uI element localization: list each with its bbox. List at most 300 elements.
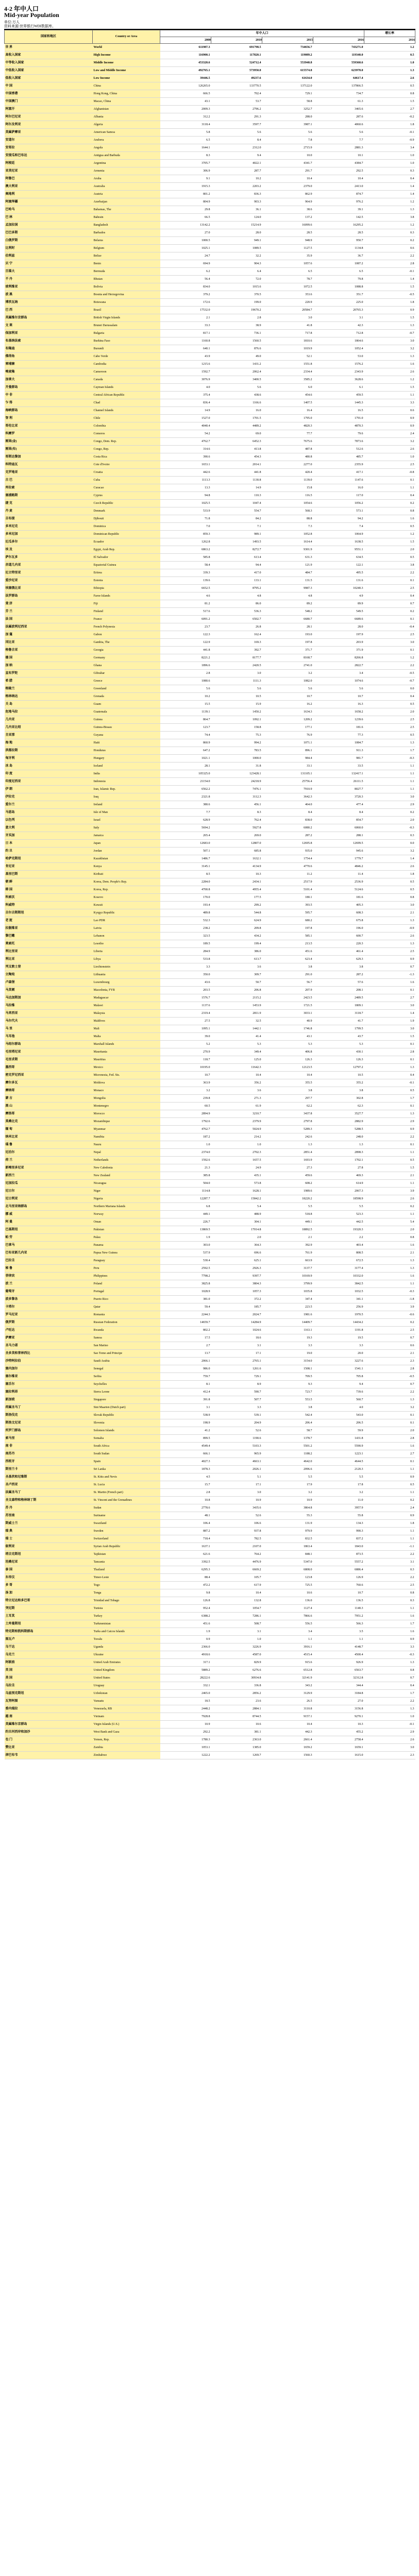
table-row xyxy=(5,1033,415,1041)
cell-population-value: 4476.9 xyxy=(211,1558,262,1566)
table-row xyxy=(5,507,415,515)
cell-country-en: Romania xyxy=(93,1311,160,1319)
cell-growth-rate: 1.5 xyxy=(364,1164,415,1172)
cell-population-value: 2.8 xyxy=(211,314,262,322)
cell-growth-rate: -1.3 xyxy=(364,971,415,979)
cell-growth-rate: 2.2 xyxy=(364,569,415,577)
table-row xyxy=(5,1388,415,1396)
cell-population-value: 189.5 xyxy=(160,940,211,948)
cell-growth-rate: 0.1 xyxy=(364,1103,415,1110)
cell-population-value: 50.7 xyxy=(211,979,262,987)
cell-population-value: 4.8 xyxy=(211,592,262,600)
cell-population-value: 20.0 xyxy=(313,1350,364,1358)
cell-growth-rate: -0.7 xyxy=(364,677,415,685)
cell-population-value: 10.9 xyxy=(160,1721,211,1728)
cell-population-value: 206.5 xyxy=(313,1419,364,1427)
cell-country-cn: 莱索托 xyxy=(5,940,93,948)
cell-country-cn: 刚果(布) xyxy=(5,446,93,453)
cell-country-en: Germany xyxy=(93,654,160,662)
cell-country-en: Portugal xyxy=(93,1288,160,1296)
cell-population-value: 3392.5 xyxy=(160,1558,211,1566)
cell-population-value: 3.0 xyxy=(262,314,313,322)
cell-country-en: Nauru xyxy=(93,1141,160,1149)
cell-population-value: 10.4 xyxy=(262,1721,313,1728)
cell-population-value: 1653.1 xyxy=(160,461,211,469)
cell-growth-rate: 0.7 xyxy=(364,963,415,971)
cell-population-value: 48.1 xyxy=(160,1512,211,1520)
cell-population-value: 32312.8 xyxy=(313,1674,364,1682)
cell-country-en: Low and Middle Income xyxy=(93,67,160,75)
col-header-country-en: Country or Area xyxy=(93,30,160,44)
cell-growth-rate: 1.3 xyxy=(364,1659,415,1667)
cell-population-value: 434.2 xyxy=(211,933,262,940)
cell-population-value: 133.1 xyxy=(211,577,262,585)
cell-population-value: 390.6 xyxy=(160,453,211,461)
table-row xyxy=(5,855,415,863)
cell-population-value: 459.6 xyxy=(262,1172,313,1180)
cell-country-en: Equatorial Guinea xyxy=(93,562,160,569)
cell-population-value: 5.5 xyxy=(313,1473,364,1481)
cell-country-en: Belarus xyxy=(93,237,160,245)
cell-population-value: 848.1 xyxy=(262,1551,313,1558)
cell-population-value: 4.8 xyxy=(262,592,313,600)
table-row xyxy=(5,1118,415,1126)
cell-population-value: 7951.2 xyxy=(313,1613,364,1620)
cell-population-value: 336.8 xyxy=(211,1682,262,1690)
cell-population-value: 43.1 xyxy=(262,1033,313,1041)
cell-country-cn: 圣基茨和尼维斯 xyxy=(5,1473,93,1481)
cell-population-value: 4489.2 xyxy=(211,422,262,430)
cell-country-cn: 阿富汗 xyxy=(5,106,93,113)
cell-growth-rate: 2.5 xyxy=(364,461,415,469)
cell-population-value: 1113.3 xyxy=(160,477,211,484)
cell-population-value: 3.2 xyxy=(313,1489,364,1497)
cell-population-value: 438.6 xyxy=(211,392,262,399)
cell-country-cn: 西班牙 xyxy=(5,1458,93,1466)
cell-population-value: 860.9 xyxy=(160,739,211,747)
cell-growth-rate: 0.2 xyxy=(364,500,415,507)
cell-population-value: 196.0 xyxy=(313,925,364,933)
cell-population-value: 126.3 xyxy=(262,1056,313,1064)
cell-population-value: 3.8 xyxy=(313,963,364,971)
cell-population-value: 1486.7 xyxy=(160,855,211,863)
cell-country-en: Barbados xyxy=(93,229,160,237)
cell-population-value: 11.2 xyxy=(262,871,313,878)
cell-country-cn: 波多黎各 xyxy=(5,1296,93,1303)
cell-country-en: Korea, Rep. xyxy=(93,886,160,894)
cell-population-value: 9.4 xyxy=(211,152,262,160)
cell-population-value: 287.6 xyxy=(313,113,364,121)
cell-country-en: St. Martin (French part) xyxy=(93,1489,160,1497)
cell-population-value: 2797.8 xyxy=(262,1118,313,1126)
col-header-year-2000: 2000 xyxy=(160,37,211,44)
cell-country-cn: 苏 丹 xyxy=(5,1504,93,1512)
cell-country-cn: 乌兹别克斯坦 xyxy=(5,1690,93,1698)
table-row xyxy=(5,1018,415,1025)
cell-population-value: 60.5 xyxy=(160,1103,211,1110)
cell-growth-rate: 3.0 xyxy=(364,1002,415,1010)
cell-country-en: Congo, Dem. Rep. xyxy=(93,438,160,446)
cell-population-value: 837.2 xyxy=(313,1535,364,1543)
cell-country-cn: 塞舌尔 xyxy=(5,1381,93,1388)
cell-population-value: 7675.6 xyxy=(262,438,313,446)
cell-population-value: 625.1 xyxy=(211,1257,262,1265)
cell-population-value: 1493.5 xyxy=(211,538,262,546)
cell-population-value: 3.3 xyxy=(160,963,211,971)
cell-population-value: 832.5 xyxy=(262,1535,313,1543)
cell-country-en: Sint Maarten (Dutch part) xyxy=(93,1404,160,1412)
cell-growth-rate: 2.5 xyxy=(364,1327,415,1334)
cell-population-value: 3.8 xyxy=(313,1087,364,1095)
table-row xyxy=(5,762,415,770)
cell-population-value: 623.4 xyxy=(262,956,313,963)
cell-population-value: 18.6 xyxy=(211,1334,262,1342)
col-header-country-cn: 国家和地区 xyxy=(5,30,93,44)
cell-population-value: 10.7 xyxy=(313,693,364,701)
cell-growth-rate: 0.3 xyxy=(364,1597,415,1605)
cell-country-cn: 马拉维 xyxy=(5,1002,93,1010)
cell-population-value: 131.6 xyxy=(313,577,364,585)
cell-population-value: 10.8 xyxy=(160,1497,211,1504)
table-row xyxy=(5,430,415,438)
cell-population-value: 8795.2 xyxy=(211,585,262,592)
cell-population-value: 75.3 xyxy=(211,732,262,739)
cell-country-cn: 塞浦路斯 xyxy=(5,492,93,500)
cell-population-value: 1209.2 xyxy=(262,716,313,724)
cell-growth-rate: 2.5 xyxy=(364,724,415,732)
cell-country-en: Lithuania xyxy=(93,971,160,979)
cell-growth-rate: 2.2 xyxy=(364,1698,415,1705)
cell-population-value: 299.2 xyxy=(211,902,262,909)
cell-population-value: 9301.9 xyxy=(262,546,313,554)
table-row xyxy=(5,909,415,917)
cell-population-value: 18892.5 xyxy=(262,1226,313,1234)
cell-country-cn: 低收入国家 xyxy=(5,75,93,82)
cell-country-en: Morocco xyxy=(93,1110,160,1118)
cell-country-cn: 伊 朗 xyxy=(5,786,93,793)
cell-population-value: 1754.4 xyxy=(262,855,313,863)
cell-population-value: 16.0 xyxy=(211,407,262,415)
cell-population-value: 1269.7 xyxy=(211,1752,262,1759)
cell-population-value: 1644.1 xyxy=(160,144,211,152)
cell-country-en: Oman xyxy=(93,1218,160,1226)
table-row xyxy=(5,237,415,245)
cell-population-value: 52.6 xyxy=(211,1512,262,1520)
cell-population-value: 370.5 xyxy=(211,291,262,299)
cell-population-value: 1.1 xyxy=(313,1636,364,1643)
cell-population-value: 117.0 xyxy=(313,492,364,500)
cell-population-value: 4846.2 xyxy=(313,863,364,871)
table-row xyxy=(5,345,415,353)
cell-population-value: 1659.2 xyxy=(262,1744,313,1752)
cell-population-value: 613.4 xyxy=(211,554,262,562)
cell-population-value: 696.6 xyxy=(211,1249,262,1257)
cell-population-value: 2661.4 xyxy=(262,1736,313,1744)
cell-country-cn: 阿鲁巴 xyxy=(5,175,93,183)
cell-population-value: 119340.0 xyxy=(313,52,364,59)
cell-population-value: 631.3 xyxy=(262,554,313,562)
cell-country-en: Tanzania xyxy=(93,1558,160,1566)
cell-population-value: 3.0 xyxy=(211,1489,262,1497)
cell-country-cn: 萨摩亚 xyxy=(5,1334,93,1342)
cell-population-value: 712.8 xyxy=(313,330,364,337)
cell-country-cn: 孟加拉国 xyxy=(5,222,93,229)
cell-population-value: 6.0 xyxy=(262,384,313,392)
cell-growth-rate: 0.1 xyxy=(364,1419,415,1427)
cell-country-cn: 尼泊尔 xyxy=(5,1149,93,1157)
cell-population-value: 1166.6 xyxy=(211,399,262,407)
cell-population-value: 187.2 xyxy=(160,1133,211,1141)
table-row xyxy=(5,956,415,963)
cell-population-value: 1089.5 xyxy=(211,245,262,252)
cell-population-value: 17014.8 xyxy=(211,1226,262,1234)
cell-population-value: 256.9 xyxy=(313,1303,364,1311)
cell-country-en: Mali xyxy=(93,1025,160,1033)
cell-country-cn: 肯尼亚 xyxy=(5,863,93,871)
cell-population-value: 8027.7 xyxy=(313,786,364,793)
cell-population-value: 2434.1 xyxy=(211,878,262,886)
cell-population-value: 3437.8 xyxy=(262,1110,313,1118)
cell-growth-rate: 1.0 xyxy=(364,152,415,160)
cell-population-value: 2413.0 xyxy=(313,183,364,191)
cell-population-value: 725.5 xyxy=(262,1582,313,1589)
cell-population-value: 17532.0 xyxy=(160,307,211,314)
cell-country-en: Cabo Verde xyxy=(93,353,160,361)
cell-population-value: 459.5 xyxy=(313,392,364,399)
cell-growth-rate: 1.1 xyxy=(364,770,415,778)
cell-country-en: Moldova xyxy=(93,1079,160,1087)
cell-growth-rate: 0.8 xyxy=(364,507,415,515)
cell-growth-rate: 1.3 xyxy=(364,1110,415,1118)
cell-growth-rate: 1.3 xyxy=(364,940,415,948)
cell-growth-rate: 2.4 xyxy=(364,1504,415,1512)
cell-population-value: 539.1 xyxy=(211,1412,262,1419)
cell-population-value: 926.9 xyxy=(313,1659,364,1667)
table-row xyxy=(5,1744,415,1752)
table-row xyxy=(5,106,415,113)
cell-country-cn: 佛得角 xyxy=(5,353,93,361)
cell-growth-rate: 0.9 xyxy=(364,415,415,422)
cell-population-value: 994.2 xyxy=(211,739,262,747)
cell-growth-rate: 2.8 xyxy=(364,1435,415,1443)
cell-population-value: 6512.8 xyxy=(262,1667,313,1674)
cell-country-en: Venezuela, RB xyxy=(93,1705,160,1713)
cell-country-en: Poland xyxy=(93,1280,160,1288)
cell-country-cn: 柬埔寨 xyxy=(5,361,93,368)
cell-population-value: 2765.1 xyxy=(211,1358,262,1365)
cell-population-value: 1139.0 xyxy=(262,477,313,484)
table-row xyxy=(5,283,415,291)
cell-population-value: 74.4 xyxy=(160,732,211,739)
table-row xyxy=(5,1087,415,1095)
cell-population-value: 79.6 xyxy=(313,430,364,438)
cell-country-en: Tonga xyxy=(93,1589,160,1597)
cell-country-en: Swaziland xyxy=(93,1520,160,1528)
cell-country-en: Botswana xyxy=(93,299,160,307)
cell-population-value: 24.9 xyxy=(211,1164,262,1172)
cell-population-value: 10.6 xyxy=(262,1589,313,1597)
cell-population-value: 4587.0 xyxy=(211,1651,262,1659)
table-row xyxy=(5,577,415,585)
table-row xyxy=(5,701,415,708)
table-row xyxy=(5,477,415,484)
cell-population-value: 1028.9 xyxy=(160,1288,211,1296)
table-row xyxy=(5,1597,415,1605)
cell-country-cn: 圭亚那 xyxy=(5,732,93,739)
cell-country-cn: 格林纳达 xyxy=(5,693,93,701)
cell-population-value: 413.8 xyxy=(211,446,262,453)
cell-population-value: 64617.4 xyxy=(313,75,364,82)
cell-population-value: 5347.0 xyxy=(262,1558,313,1566)
cell-population-value: 344.4 xyxy=(313,1682,364,1690)
cell-population-value: 4644.5 xyxy=(313,1458,364,1466)
cell-growth-rate: 3.0 xyxy=(364,902,415,909)
cell-country-cn: 塔吉克斯坦 xyxy=(5,1551,93,1558)
cell-population-value: 5.1 xyxy=(211,1473,262,1481)
cell-population-value: 3628.6 xyxy=(313,376,364,384)
cell-population-value: 10195.0 xyxy=(160,1064,211,1072)
cell-population-value: 385.8 xyxy=(160,1172,211,1180)
cell-growth-rate: 2.6 xyxy=(364,933,415,940)
cell-country-en: Solomon Islands xyxy=(93,1427,160,1435)
cell-growth-rate: 1.1 xyxy=(364,1149,415,1157)
cell-country-cn: 以色列 xyxy=(5,817,93,824)
cell-population-value: 6563.7 xyxy=(313,1667,364,1674)
table-row xyxy=(5,1574,415,1582)
table-row xyxy=(5,538,415,546)
cell-growth-rate: 0.0 xyxy=(364,685,415,693)
cell-growth-rate: 0.8 xyxy=(364,1234,415,1242)
table-row xyxy=(5,1458,415,1466)
table-row xyxy=(5,716,415,724)
cell-population-value: 15.9 xyxy=(211,701,262,708)
cell-population-value: 1431.2 xyxy=(211,361,262,368)
cell-country-cn: 东帝汶 xyxy=(5,1574,93,1582)
table-row xyxy=(5,631,415,639)
cell-country-en: Grenada xyxy=(93,693,160,701)
cell-country-cn: 秘 鲁 xyxy=(5,1265,93,1273)
table-row xyxy=(5,1064,415,1072)
cell-country-cn: 喀麦隆 xyxy=(5,368,93,376)
cell-country-cn: 中等收入国家 xyxy=(5,59,93,67)
table-row xyxy=(5,399,415,407)
cell-country-en: Australia xyxy=(93,183,160,191)
cell-population-value: 1637.1 xyxy=(160,1543,211,1551)
cell-country-cn: 叙利亚 xyxy=(5,1543,93,1551)
cell-population-value: 238.2 xyxy=(160,925,211,933)
cell-population-value: 4.5 xyxy=(160,1473,211,1481)
cell-country-en: Montenegro xyxy=(93,1103,160,1110)
cell-population-value: 1222.2 xyxy=(160,1752,211,1759)
cell-population-value: 5.6 xyxy=(160,685,211,693)
cell-population-value: 3.6 xyxy=(211,963,262,971)
cell-population-value: 2.8 xyxy=(160,1489,211,1497)
cell-growth-rate: 2.7 xyxy=(364,106,415,113)
cell-country-cn: 突尼斯 xyxy=(5,1605,93,1613)
cell-growth-rate: 1.6 xyxy=(364,1613,415,1620)
cell-population-value: 484.7 xyxy=(262,569,313,577)
cell-population-value: 4515.4 xyxy=(262,1651,313,1659)
cell-population-value: 59.4 xyxy=(160,1303,211,1311)
cell-population-value: 3.2 xyxy=(160,1087,211,1095)
cell-country-cn: 列支敦士登 xyxy=(5,963,93,971)
cell-population-value: 504.0 xyxy=(160,1180,211,1188)
table-row xyxy=(5,1311,415,1319)
cell-growth-rate: 1.4 xyxy=(364,855,415,863)
cell-population-value: 7.7 xyxy=(160,809,211,817)
cell-population-value: 5.6 xyxy=(211,384,262,392)
cell-country-en: Thailand xyxy=(93,1566,160,1574)
table-title-english: Mid-year Population xyxy=(4,11,59,19)
cell-growth-rate: 1.7 xyxy=(364,1620,415,1628)
cell-population-value: 317.1 xyxy=(160,1659,211,1667)
cell-population-value: 28.1 xyxy=(160,762,211,770)
cell-population-value: 16099.6 xyxy=(262,222,313,229)
cell-population-value: 3585.2 xyxy=(262,376,313,384)
table-row xyxy=(5,562,415,569)
cell-population-value: 629.3 xyxy=(313,956,364,963)
cell-country-en: Luxembourg xyxy=(93,979,160,987)
cell-population-value: 1508.1 xyxy=(262,1365,313,1373)
table-body xyxy=(5,44,415,1759)
cell-population-value: 859.3 xyxy=(160,531,211,538)
cell-population-value: 3076.9 xyxy=(160,376,211,384)
cell-growth-rate: 0.4 xyxy=(364,1682,415,1690)
cell-country-en: Malta xyxy=(93,1033,160,1041)
cell-population-value: 4870.3 xyxy=(313,422,364,430)
cell-country-en: Micronesia, Fed. Sts. xyxy=(93,1072,160,1079)
cell-population-value: 32.2 xyxy=(211,252,262,260)
cell-country-cn: 巴基斯坦 xyxy=(5,1226,93,1234)
cell-population-value: 613.7 xyxy=(211,956,262,963)
cell-population-value: 899.5 xyxy=(160,1435,211,1443)
cell-country-en: Zambia xyxy=(93,1744,160,1752)
cell-growth-rate: 1.4 xyxy=(364,191,415,198)
cell-country-en: Chile xyxy=(93,415,160,422)
cell-population-value: 736.1 xyxy=(211,330,262,337)
cell-population-value: 617.9 xyxy=(211,1582,262,1589)
table-row xyxy=(5,368,415,376)
cell-country-cn: 蒙 古 xyxy=(5,1095,93,1103)
cell-country-cn: 厄瓜多尔 xyxy=(5,538,93,546)
cell-population-value: 30934.8 xyxy=(211,1674,262,1682)
table-row xyxy=(5,878,415,886)
table-row xyxy=(5,1149,415,1157)
cell-population-value: 265.4 xyxy=(160,832,211,840)
cell-country-en: Singapore xyxy=(93,1396,160,1404)
cell-growth-rate: -0.9 xyxy=(364,137,415,144)
cell-population-value: 2796.2 xyxy=(211,106,262,113)
cell-country-cn: 也 门 xyxy=(5,1736,93,1744)
cell-population-value: 105325.0 xyxy=(160,770,211,778)
cell-population-value: 43.1 xyxy=(160,98,211,106)
cell-population-value: 1445.3 xyxy=(313,399,364,407)
cell-growth-rate: 3.2 xyxy=(364,1404,415,1412)
cell-country-en: Ethiopia xyxy=(93,585,160,592)
cell-population-value: 1.3 xyxy=(262,1141,313,1149)
table-row xyxy=(5,1504,415,1512)
table-row xyxy=(5,314,415,322)
cell-growth-rate: 2.6 xyxy=(364,863,415,871)
cell-population-value: 3.8 xyxy=(262,1087,313,1095)
cell-country-cn: 马恩岛 xyxy=(5,809,93,817)
cell-country-en: El Salvador xyxy=(93,554,160,562)
table-row xyxy=(5,44,415,52)
cell-population-value: 220.9 xyxy=(262,299,313,307)
table-row xyxy=(5,1450,415,1458)
table-row xyxy=(5,732,415,739)
table-row xyxy=(5,1157,415,1164)
